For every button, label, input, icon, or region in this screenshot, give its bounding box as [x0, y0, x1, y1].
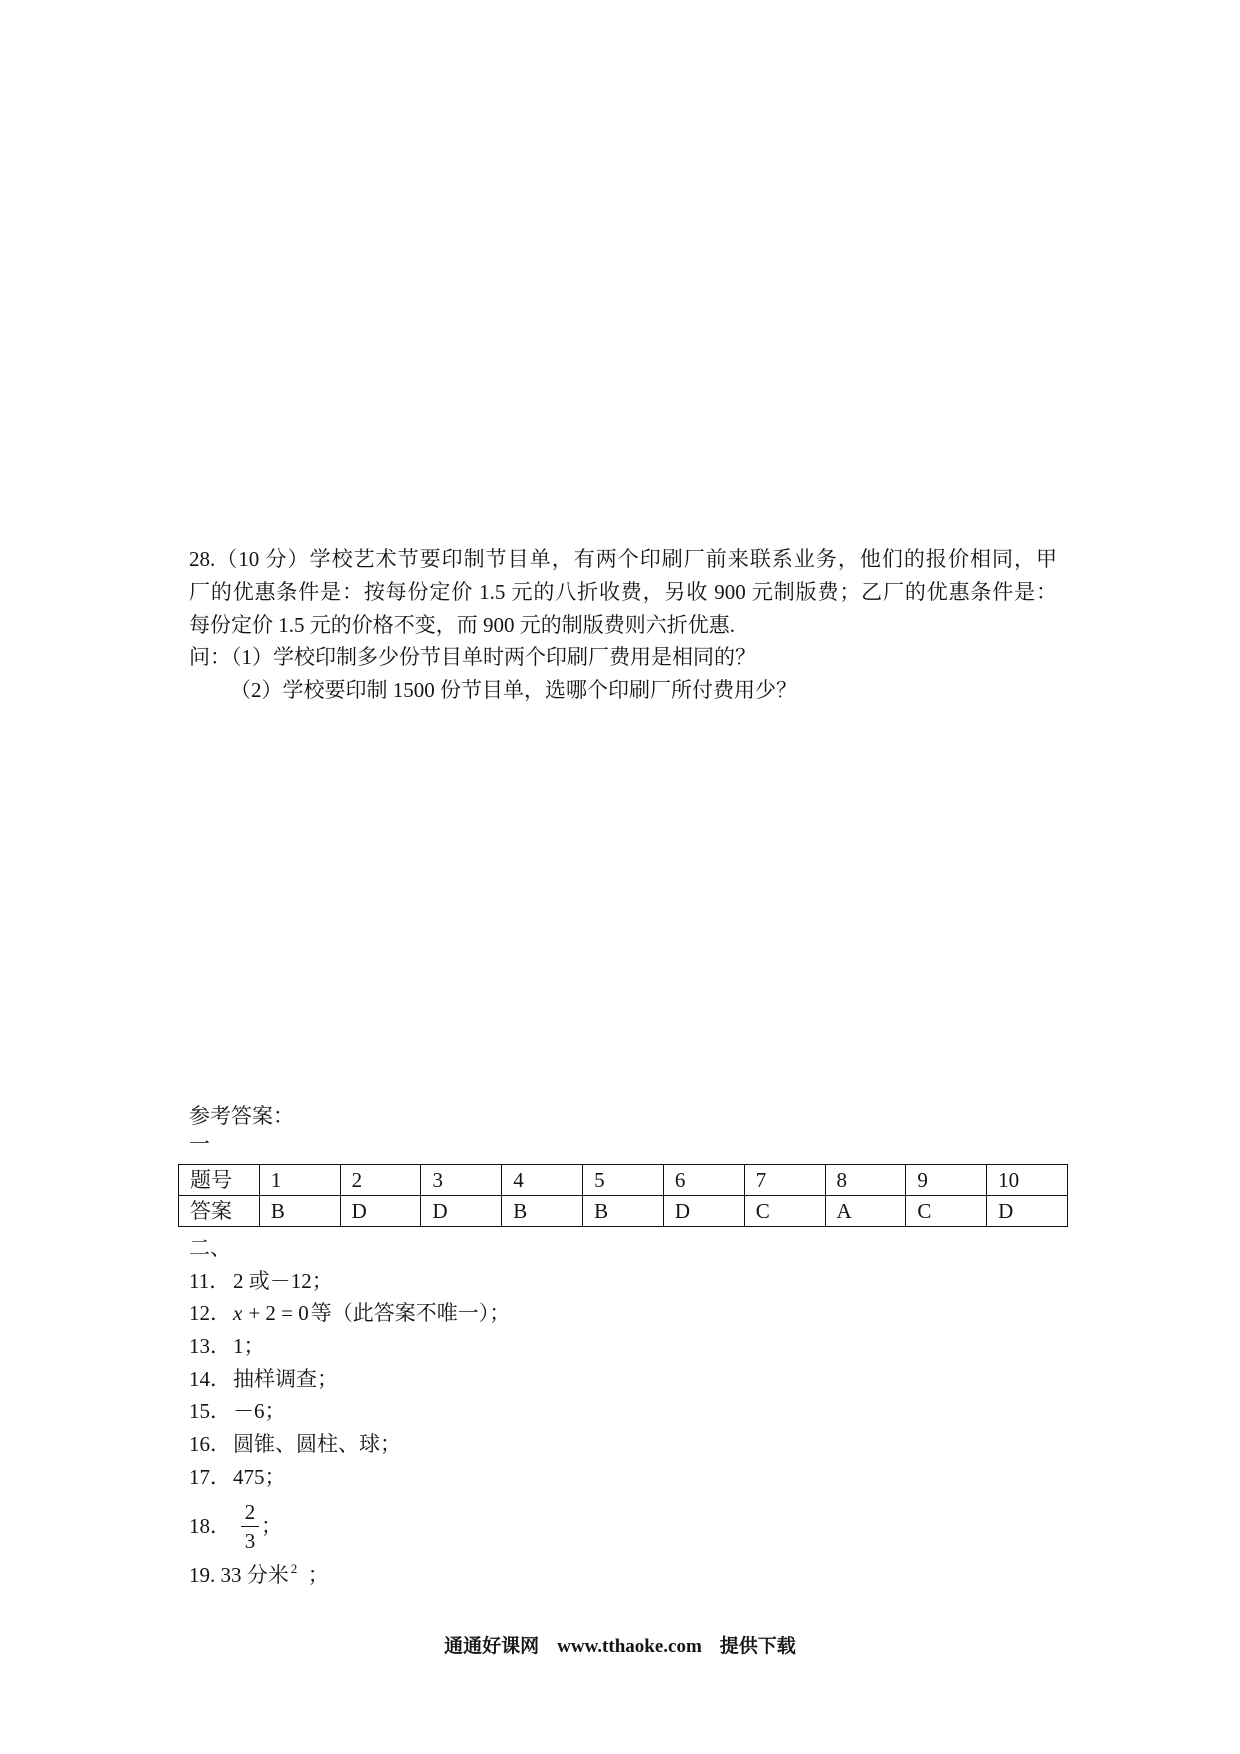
item-number: 15． — [189, 1399, 231, 1424]
answer-table-body — [179, 1165, 1068, 1227]
answer-table — [178, 1164, 1068, 1227]
footer-url: www.tthaoke.com — [557, 1636, 702, 1657]
item-number: 19. — [189, 1562, 221, 1587]
answer-item-19 — [189, 1559, 510, 1592]
answer-cell: D — [663, 1196, 744, 1227]
answer-item-14 — [189, 1363, 510, 1396]
answer-cell: C — [744, 1196, 825, 1227]
footer-suffix: 提供下载 — [719, 1636, 796, 1657]
fraction-denominator: 3 — [244, 1528, 256, 1553]
row-header-question-number: 题号 — [179, 1165, 260, 1196]
question-number-cell: 7 — [744, 1165, 825, 1196]
item-text: 抽样调查； — [233, 1366, 338, 1391]
answer-cell: B — [502, 1196, 583, 1227]
footer-site-name: 通通好课网 — [444, 1636, 540, 1657]
item-number: 11． — [189, 1268, 231, 1293]
item-suffix: ； — [297, 1562, 329, 1587]
problem-question-2: （2）学校要印制 1500 份节目单，选哪个印刷厂所付费用少？ — [230, 678, 797, 703]
answer-cell: C — [906, 1196, 987, 1227]
question-number-cell: 5 — [583, 1165, 664, 1196]
fraction-numerator: 2 — [244, 1499, 256, 1524]
answer-cell: D — [421, 1196, 502, 1227]
question-number-cell: 4 — [502, 1165, 583, 1196]
item-number: 13． — [189, 1334, 231, 1359]
problem-question-1: 问：（1）学校印制多少份节目单时两个印刷厂费用是相同的？ — [189, 645, 756, 670]
answer-item-18 — [189, 1494, 510, 1559]
answer-item-15 — [189, 1395, 510, 1428]
answer-item-17 — [189, 1461, 510, 1494]
table-row-answers — [179, 1196, 1068, 1227]
question-number-cell: 6 — [663, 1165, 744, 1196]
formula-variable: x — [233, 1301, 243, 1326]
part-2-label: 二、 — [189, 1236, 231, 1260]
item-number: 16． — [189, 1432, 231, 1457]
item-text: －6； — [233, 1399, 286, 1424]
answer-cell: D — [340, 1196, 421, 1227]
table-row-question-numbers — [179, 1165, 1068, 1196]
question-number-cell: 1 — [259, 1165, 340, 1196]
answer-item-11 — [189, 1265, 510, 1298]
item-text: 33 分米 — [220, 1562, 289, 1587]
answer-cell: D — [987, 1196, 1068, 1227]
question-number-cell: 3 — [421, 1165, 502, 1196]
item-text: 475； — [233, 1464, 286, 1489]
question-number-cell: 2 — [340, 1165, 421, 1196]
fraction — [241, 1498, 259, 1555]
answer-item-16 — [189, 1428, 510, 1461]
question-number-cell: 10 — [987, 1165, 1068, 1196]
item-number: 17． — [189, 1464, 231, 1489]
item-text: 等（此答案不唯一）； — [310, 1301, 511, 1326]
problem-line: 每份定价 1.5 元的价格不变，而 900 元的制版费则六折优惠. — [189, 612, 735, 637]
item-suffix: ； — [261, 1513, 282, 1538]
formula-expression: + 2 = 0 — [248, 1301, 309, 1326]
answer-item-13 — [189, 1330, 510, 1363]
problem-line: 28.（10 分）学校艺术节要印制节目单，有两个印刷厂前来联系业务，他们的报价相同，甲 — [189, 547, 1057, 571]
item-text: 1； — [233, 1334, 265, 1359]
superscript: 2 — [290, 1560, 298, 1576]
answer-key-heading: 参考答案： — [189, 1104, 294, 1128]
item-number: 18． — [189, 1513, 231, 1538]
answer-cell: B — [583, 1196, 664, 1227]
question-number-cell: 9 — [906, 1165, 987, 1196]
answer-item-12 — [189, 1297, 510, 1330]
item-text: 圆锥、圆柱、球； — [233, 1432, 401, 1457]
page-footer — [0, 1634, 1240, 1660]
part-1-label: 一 — [189, 1132, 210, 1156]
answer-cell: A — [825, 1196, 906, 1227]
item-text: 2 或－12； — [233, 1268, 333, 1293]
problem-line: 厂的优惠条件是：按每份定价 1.5 元的八折收费，另收 900 元制版费；乙厂的优惠条件是： — [189, 579, 1057, 604]
problem-28 — [189, 543, 1057, 707]
row-header-answer: 答案 — [179, 1196, 260, 1227]
question-number-cell: 8 — [825, 1165, 906, 1196]
answer-cell: B — [259, 1196, 340, 1227]
item-number: 14． — [189, 1366, 231, 1391]
part-2-answers — [189, 1232, 510, 1591]
item-number: 12． — [189, 1301, 231, 1326]
